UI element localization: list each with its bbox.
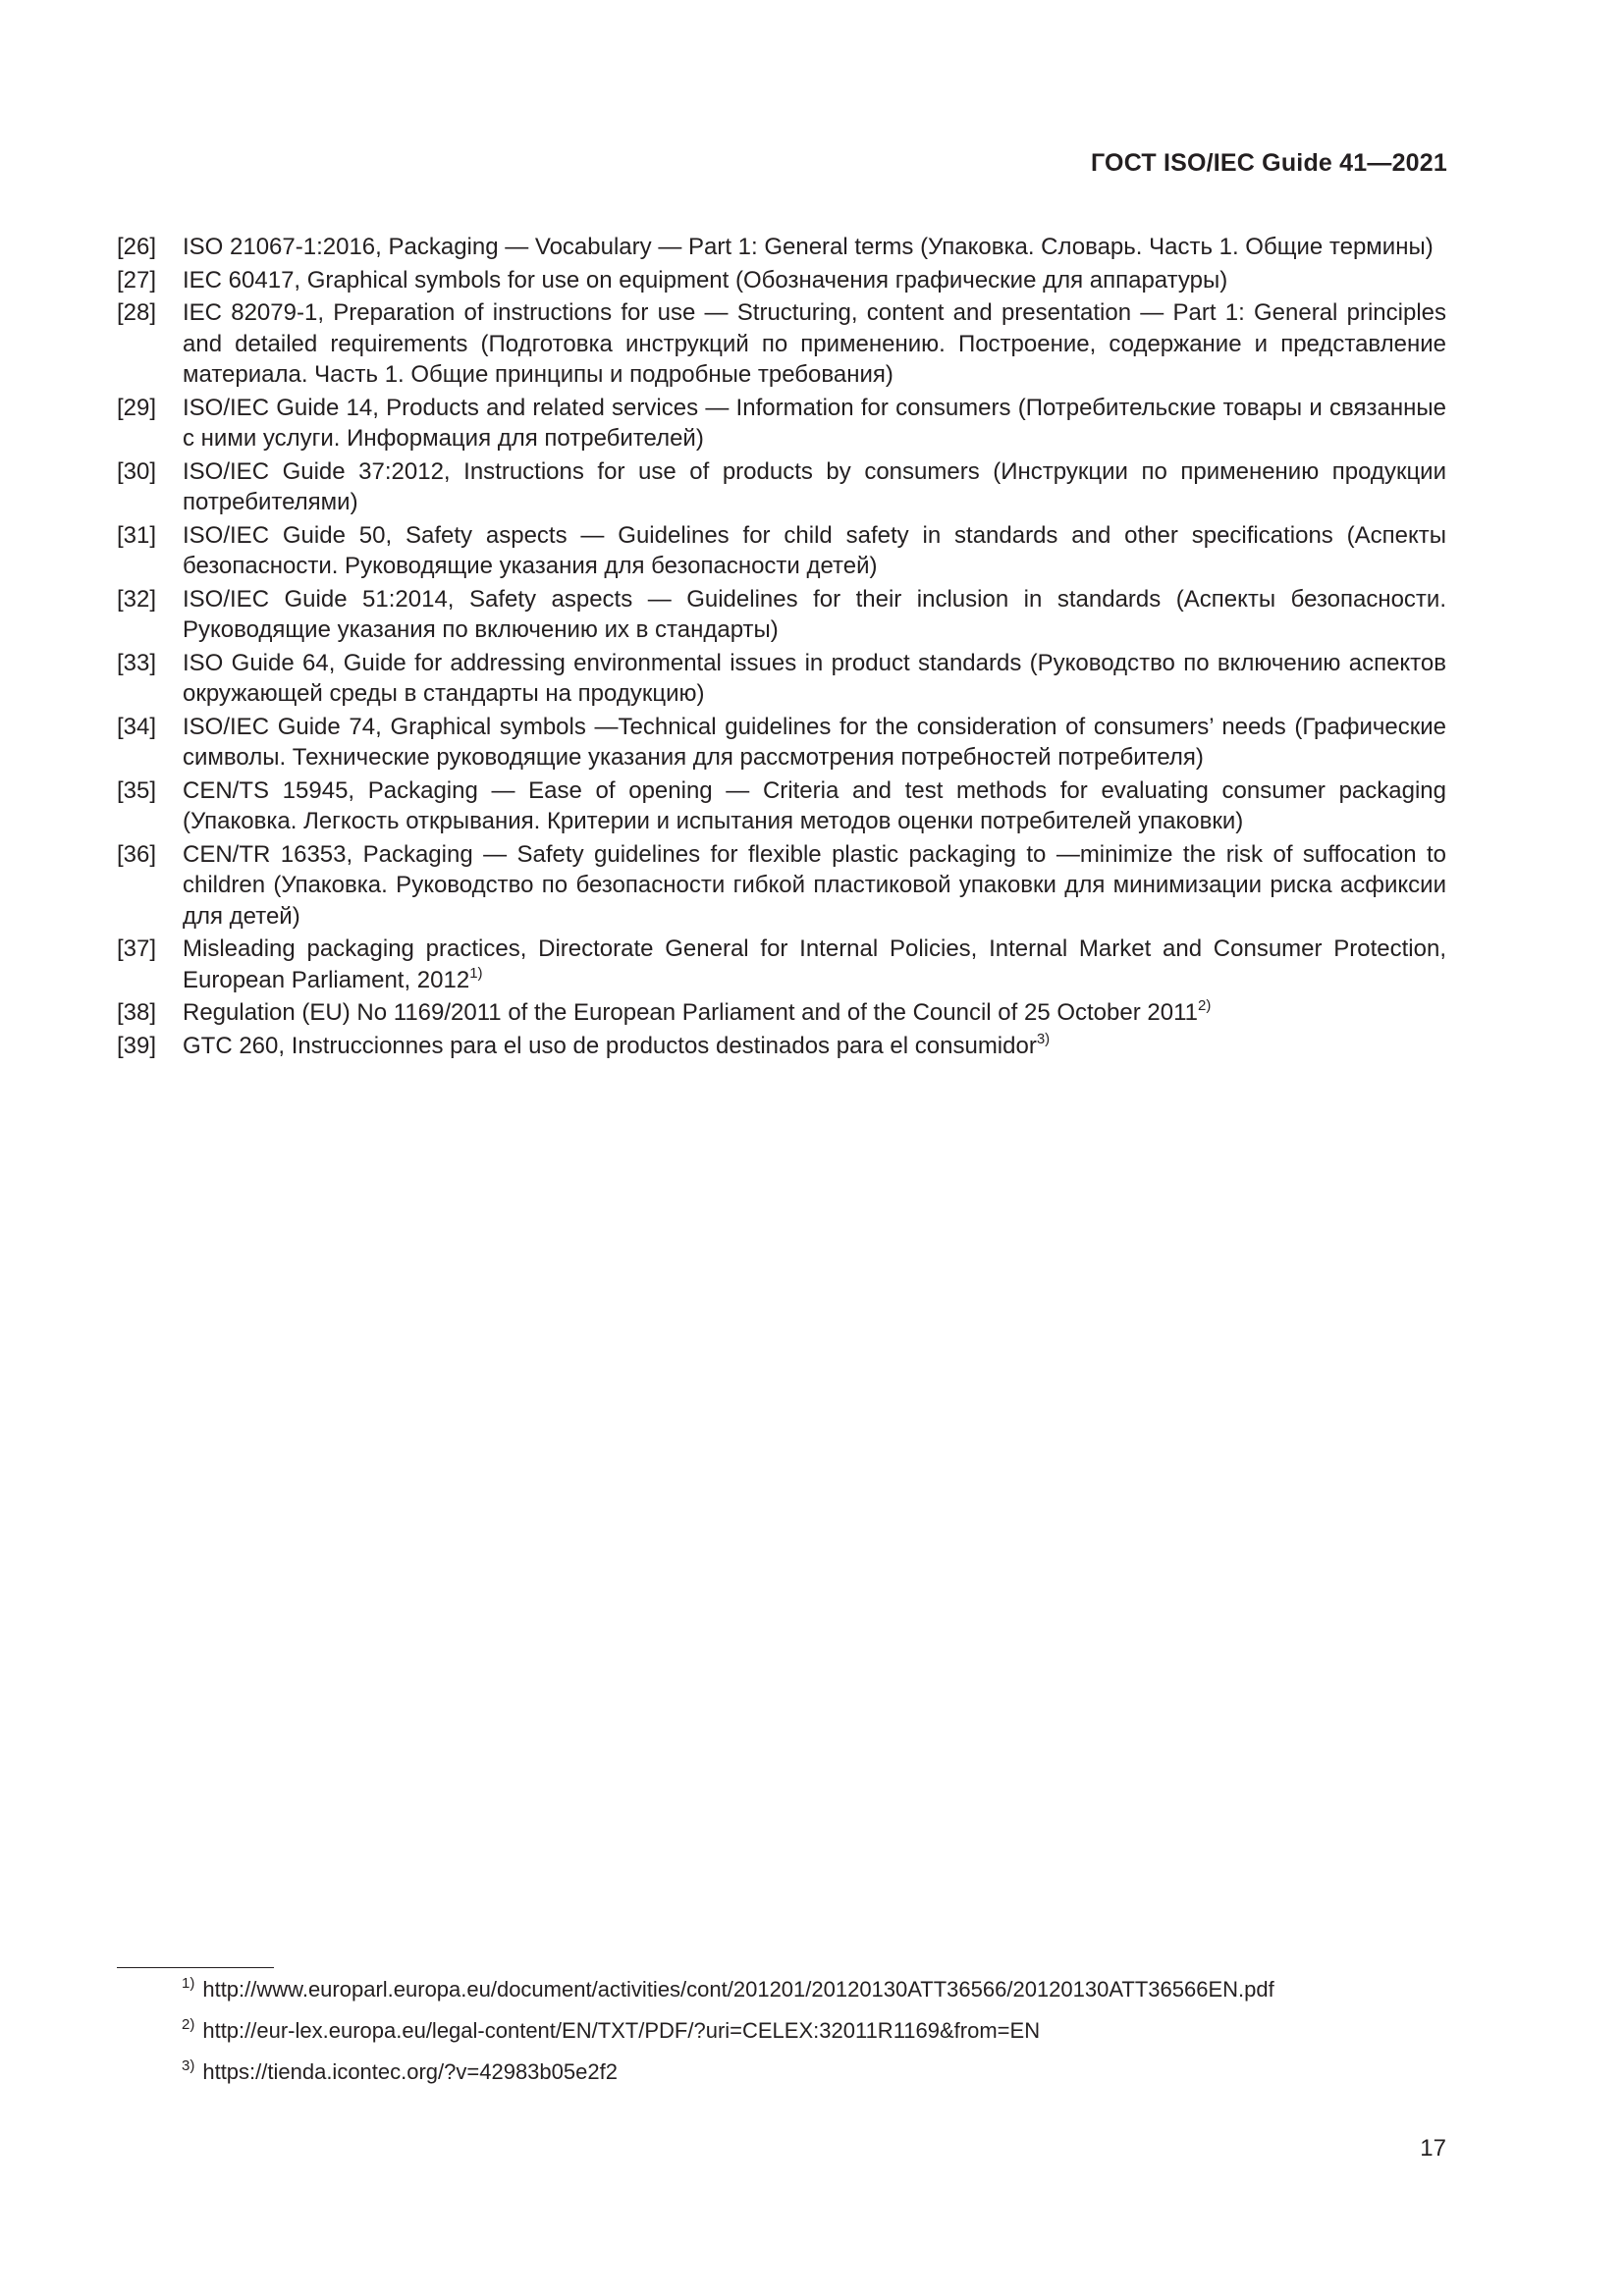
page-header-title: ГОСТ ISO/IEC Guide 41—2021 xyxy=(1091,149,1447,177)
reference-text: Misleading packaging practices, Directorate General for Internal Policies, Internal Market and Consumer Protection, European Parliament, 2012$^{1)}$ xyxy=(183,935,1446,993)
reference-number: [38] xyxy=(117,999,157,1026)
reference-text: Regulation (EU) No 1169/2011 of the European Parliament and of the Council of 25 October 2011$^{2)}$ xyxy=(183,997,1212,1026)
reference-number: [30] xyxy=(117,457,157,485)
reference-number: [33] xyxy=(117,649,157,676)
reference-number: [29] xyxy=(117,394,157,421)
reference-number: [35] xyxy=(117,776,157,804)
footnote-marker: 2) xyxy=(1198,997,1212,1014)
footnote-divider xyxy=(117,1967,274,1968)
reference-text: ISO/IEC Guide 51:2014, Safety aspects — Guidelines for their inclusion in standards (Аспекты безопасности. Руководящие указания по включению их в стандарты) xyxy=(183,585,1446,643)
reference-text: ISO/IEC Guide 50, Safety aspects — Guidelines for child safety in standards and other specifications (Аспекты безопасности. Руководящие указания для безопасности детей) xyxy=(183,521,1446,579)
reference-item xyxy=(117,297,1446,391)
reference-text: IEC 60417, Graphical symbols for use on equipment (Обозначения графические для аппаратуры) xyxy=(183,266,1228,294)
footnote-mark: 3) xyxy=(182,2057,195,2074)
footnote-link[interactable]: http://www.europarl.europa.eu/document/activities/cont/201201/20120130ATT36566/20120130ATT36566EN.pdf xyxy=(202,1977,1274,2002)
footnote-item xyxy=(182,1975,1458,2004)
reference-number: [26] xyxy=(117,234,157,260)
footnote-item xyxy=(182,2016,1458,2046)
reference-item xyxy=(117,648,1446,710)
page-number: 17 xyxy=(1420,2135,1446,2162)
reference-number: [34] xyxy=(117,713,157,740)
reference-list xyxy=(117,232,1446,1063)
reference-item xyxy=(117,775,1446,837)
footnote-item xyxy=(182,2057,1458,2087)
reference-item xyxy=(117,934,1446,995)
reference-number: [31] xyxy=(117,521,157,549)
reference-text: ISO/IEC Guide 37:2012, Instructions for use of products by consumers (Инструкции по применению продукции потребителями) xyxy=(183,457,1446,515)
reference-number: [32] xyxy=(117,585,157,613)
footnote-link[interactable]: https://tienda.icontec.org/?v=42983b05e2f2 xyxy=(202,2059,618,2084)
reference-number: [39] xyxy=(117,1032,157,1059)
reference-item xyxy=(117,1031,1446,1062)
reference-text: ISO/IEC Guide 74, Graphical symbols —Technical guidelines for the consideration of consumers’ needs (Графические символы. Технические руководящие указания для рассмотрения потребностей потребителя) xyxy=(183,713,1446,771)
footnote-marker: 3) xyxy=(1036,1030,1051,1047)
reference-number: [28] xyxy=(117,299,157,326)
footnote-mark: 1) xyxy=(182,1975,195,1992)
reference-item xyxy=(117,232,1446,263)
reference-text: ISO/IEC Guide 14, Products and related services — Information for consumers (Потребительские товары и связанные с ними услуги. Информация для потребителей) xyxy=(183,394,1446,452)
reference-text: CEN/TS 15945, Packaging — Ease of opening — Criteria and test methods for evaluating consumer packaging (Упаковка. Легкость открывания. Критерии и испытания методов оценки потребителей упаковки) xyxy=(183,776,1446,834)
footnote-marker: 1) xyxy=(469,964,483,982)
reference-item xyxy=(117,997,1446,1029)
reference-text: ISO Guide 64, Guide for addressing environmental issues in product standards (Руководство по включению аспектов окружающей среды в стандарты на продукцию) xyxy=(183,649,1446,707)
reference-text: CEN/TR 16353, Packaging — Safety guidelines for flexible plastic packaging to —minimize the risk of suffocation to children (Упаковка. Руководство по безопасности гибкой пластиковой упаковки для минимизации риска асфиксии для детей) xyxy=(183,840,1446,930)
reference-number: [36] xyxy=(117,840,157,868)
reference-item xyxy=(117,456,1446,518)
reference-item xyxy=(117,839,1446,933)
reference-item xyxy=(117,393,1446,454)
reference-text: ISO 21067-1:2016, Packaging — Vocabulary — Part 1: General terms (Упаковка. Словарь. Часть 1. Общие термины) xyxy=(183,234,1434,260)
reference-number: [37] xyxy=(117,935,157,962)
reference-text: GTC 260, Instruccionnes para el uso de productos destinados para el consumidor$^{3)}$ xyxy=(183,1030,1051,1059)
reference-item xyxy=(117,520,1446,582)
reference-item xyxy=(117,712,1446,774)
reference-text: IEC 82079-1, Preparation of instructions for use — Structuring, content and presentation — Part 1: General principles and detailed requirements (Подготовка инструкций по применению. Построение, содержание и представление материала. Часть 1. Общие принципы и подробные требования) xyxy=(183,299,1446,388)
reference-item xyxy=(117,584,1446,646)
footnote-mark: 2) xyxy=(182,2016,195,2033)
reference-item xyxy=(117,265,1446,296)
footnote-list xyxy=(182,1975,1458,2099)
footnote-link[interactable]: http://eur-lex.europa.eu/legal-content/EN/TXT/PDF/?uri=CELEX:32011R1169&from=EN xyxy=(202,2018,1041,2043)
reference-number: [27] xyxy=(117,266,157,294)
